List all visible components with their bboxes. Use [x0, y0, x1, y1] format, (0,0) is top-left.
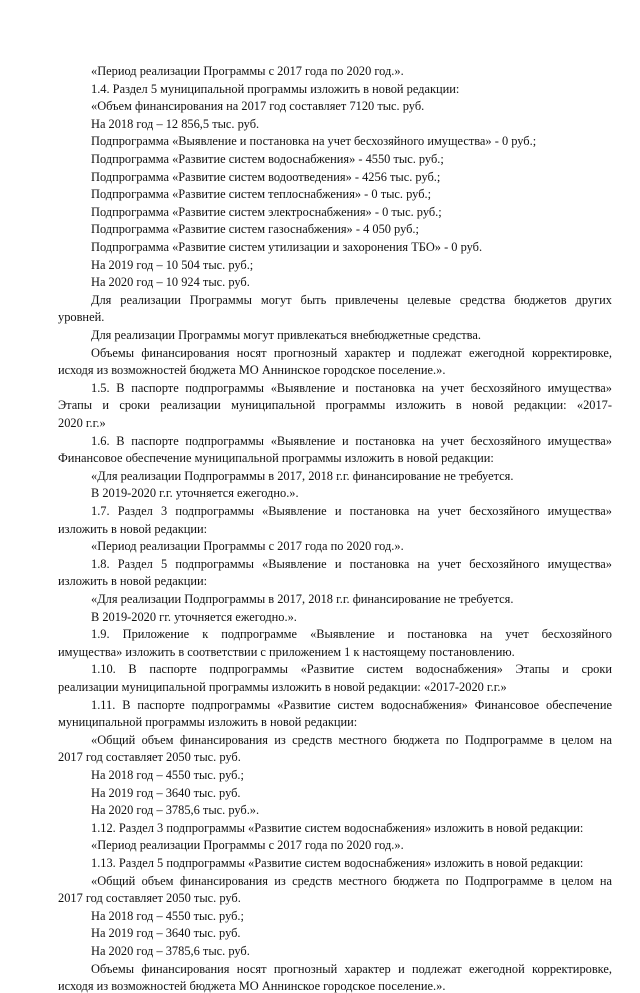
- text-line: 1.10. В паспорте подпрограммы «Развитие систем водоснабжения» Этапы и сроки: [91, 662, 612, 677]
- text-line: уровней.: [58, 310, 105, 325]
- text-line: 1.5. В паспорте подпрограммы «Выявление и постановка на учет бесхозяйного имущества»: [91, 380, 612, 395]
- text-line: «Период реализации Программы с 2017 года по 2020 год.».: [91, 64, 404, 78]
- text-line: изложить в новой редакции:: [58, 574, 208, 589]
- text-line: В 2019-2020 гг. уточняется ежегодно.».: [91, 609, 297, 624]
- text-line: Для реализации Программы могут привлекаться внебюджетные средства.: [91, 328, 481, 342]
- text-line: 1.6. В паспорте подпрограммы «Выявление и постановка на учет бесхозяйного имущества»: [91, 433, 612, 448]
- text-line: 2017 год составляет 2050 тыс. руб.: [58, 891, 241, 906]
- text-line: имущества» изложить в соответствии с приложением 1 к настоящему постановлению.: [58, 644, 515, 659]
- text-line: «Для реализации Подпрограммы в 2017, 2018 г.г. финансирование не требуется.: [91, 592, 514, 606]
- text-line: Объемы финансирования носят прогнозный характер и подлежат ежегодной корректировке,: [91, 961, 612, 976]
- text-line: В 2019-2020 г.г. уточняется ежегодно.».: [91, 486, 299, 501]
- text-line: На 2019 год – 3640 тыс. руб.: [91, 926, 241, 941]
- text-line: На 2018 год – 12 856,5 тыс. руб.: [91, 116, 260, 131]
- text-line: Подпрограмма «Выявление и постановка на учет бесхозяйного имущества» - 0 руб.;: [91, 134, 537, 149]
- text-line: 2017 год составляет 2050 тыс. руб.: [58, 750, 241, 765]
- text-line: 1.7. Раздел 3 подпрограммы «Выявление и постановка на учет бесхозяйного имущества»: [91, 504, 612, 518]
- text-line: «Для реализации Подпрограммы в 2017, 2018 г.г. финансирование не требуется.: [91, 468, 514, 483]
- text-line: Подпрограмма «Развитие систем электроснабжения» - 0 тыс. руб.;: [91, 204, 442, 219]
- text-line: На 2018 год – 4550 тыс. руб.;: [91, 768, 244, 782]
- text-line: Подпрограмма «Развитие систем водоснабжения» - 4550 тыс. руб.;: [91, 152, 444, 166]
- text-line: муниципальной программы изложить в новой редакции:: [58, 715, 358, 730]
- text-line: «Общий объем финансирования из средств местного бюджета по Подпрограмме в целом на: [91, 873, 612, 888]
- text-line: «Период реализации Программы с 2017 года по 2020 год.».: [91, 838, 404, 853]
- text-line: Финансовое обеспечение муниципальной программы изложить в новой редакции:: [58, 451, 494, 466]
- text-line: Подпрограмма «Развитие систем утилизации и захоронения ТБО» - 0 руб.: [91, 240, 483, 254]
- text-line: Подпрограмма «Развитие систем газоснабжения» - 4 050 руб.;: [91, 222, 419, 237]
- text-line: На 2020 год – 3785,6 тыс. руб.».: [91, 803, 260, 818]
- text-line: На 2019 год – 10 504 тыс. руб.;: [91, 257, 254, 272]
- text-line: На 2020 год – 10 924 тыс. руб.: [91, 275, 250, 290]
- text-line: На 2019 год – 3640 тыс. руб.: [91, 785, 241, 800]
- text-line: Объемы финансирования носят прогнозный характер и подлежат ежегодной корректировке,: [91, 345, 612, 360]
- text-line: На 2018 год – 4550 тыс. руб.;: [91, 908, 244, 923]
- text-line: Подпрограмма «Развитие систем водоотведения» - 4256 тыс. руб.;: [91, 169, 441, 184]
- text-line: 1.4. Раздел 5 муниципальной программы изложить в новой редакции:: [91, 81, 460, 96]
- text-line: изложить в новой редакции:: [58, 521, 208, 536]
- text-line: «Объем финансирования на 2017 год составляет 7120 тыс. руб.: [91, 99, 425, 114]
- text-line: «Период реализации Программы с 2017 года по 2020 год.».: [91, 539, 404, 554]
- text-line: 1.9. Приложение к подпрограмме «Выявление и постановка на учет бесхозяйного: [91, 627, 612, 642]
- text-line: исходя из возможностей бюджета МО Аннинское городское поселение.».: [58, 979, 446, 993]
- text-line: Подпрограмма «Развитие систем теплоснабжения» - 0 тыс. руб.;: [91, 187, 432, 202]
- text-line: 1.11. В паспорте подпрограммы «Развитие систем водоснабжения» Финансовое обеспечение: [91, 697, 612, 712]
- text-line: На 2020 год – 3785,6 тыс. руб.: [91, 944, 250, 958]
- text-line: «Общий объем финансирования из средств местного бюджета по Подпрограмме в целом на: [91, 732, 612, 747]
- text-line: Для реализации Программы могут быть привлечены целевые средства бюджетов других: [91, 292, 612, 307]
- text-line: 1.13. Раздел 5 подпрограммы «Развитие систем водоснабжения» изложить в новой редакции:: [91, 856, 584, 870]
- text-line: 2020 г.г.»: [58, 416, 106, 430]
- text-line: 1.12. Раздел 3 подпрограммы «Развитие систем водоснабжения» изложить в новой редакции:: [91, 820, 584, 835]
- text-line: реализации муниципальной программы изложить в новой редакции: «2017-2020 г.г.»: [58, 680, 507, 694]
- text-line: исходя из возможностей бюджета МО Аннинское городское поселение.».: [58, 363, 446, 378]
- text-line: Этапы и сроки реализации муниципальной программы изложить в новой редакции: «2017-: [58, 398, 612, 413]
- text-line: 1.8. Раздел 5 подпрограммы «Выявление и постановка на учет бесхозяйного имущества»: [91, 556, 612, 571]
